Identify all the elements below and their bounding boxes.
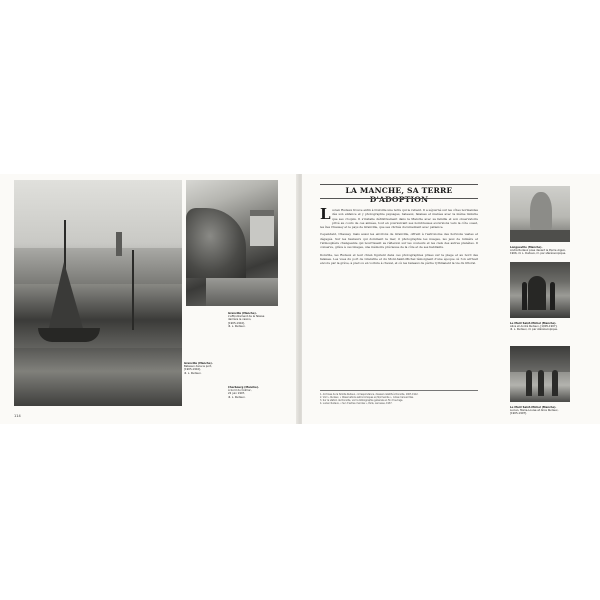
- person-figure: [538, 370, 544, 396]
- stone-arch: [528, 276, 546, 310]
- caption-line: Bateaux dans le port,: [184, 365, 212, 369]
- paragraph: Cependant, Chausey, mais aussi les environs de Granville, offrent à l'astronome des horizons vastes et dégagés. Sur les hauteurs qui dominent la mer, il photographie les nuages, les jeux de lumière et l'atmosphère changeante qui nourrissent sa réflexion sur les couleurs et les ciels des autres planètes. Il conserve, grâce à ces images, une mémoire précieuse de la côte et de ses habitants.: [320, 232, 478, 250]
- menhir-ground: [510, 230, 570, 242]
- person-figure: [552, 370, 558, 396]
- drop-cap: L: [320, 205, 331, 223]
- footnote: 3. Sur la station de Donville, voir la bibliographie générale en fin d'ouvrage.: [320, 399, 404, 403]
- cliff-road: [206, 278, 278, 306]
- mont-saint-michel-photo: [510, 262, 570, 318]
- right-page: [302, 174, 600, 424]
- harbor-town: [14, 248, 182, 284]
- cliff-house: [250, 210, 274, 246]
- footnote: 4. Lucien Rudaux, « Sur d'autres mondes », Paris, Larousse, 1937.: [320, 402, 393, 406]
- caption-title: Cherbourg (Manche).: [228, 386, 259, 389]
- cliff-rock: [186, 208, 246, 278]
- footnotes: [320, 390, 478, 406]
- caption-line: [1905-1910],: [184, 368, 201, 372]
- harbor-water: [14, 348, 182, 406]
- caption-line: André Rudaux pose devant le Pierre Aiguë,: [510, 249, 566, 253]
- body-text: [320, 205, 478, 269]
- caption-line: 22 juin 1907,: [228, 392, 246, 396]
- paragraph-text: ucien Rudaux trouve enfin à Donville une terre qui le retient. Il a séjourné sur les côtes normandes dès son enfance et y photographie paysages, bateaux, falaises et marées avec la même minutie que ses croquis. Il s'installe définitivement dans la Manche avec sa famille et son observatoire privé au cours de ces années, tout en poursuivant ses nombreuses excursions vers la côte ouest, les îles Chausey et le pays de Granville, que ses clichés documentent avec patience.: [320, 208, 478, 230]
- church-spire: [116, 232, 122, 256]
- boat-sail: [48, 262, 84, 332]
- caption-line: [1905-1910],: [228, 321, 245, 325]
- boat-mast: [132, 250, 134, 330]
- caption-cherbourg: [228, 386, 288, 399]
- menhir-photo: [510, 186, 570, 242]
- caption-line: ill. L. Rudaux.: [184, 371, 202, 375]
- caption-menhir: [510, 246, 572, 256]
- caption-line: Alice et André Rudaux, [1905-1907],: [510, 325, 558, 329]
- paragraph: Donville, les Rudaux et leur chien figurent dans ces photographies prises sur la plage et au bord des falaises. Les vues du port de Granville et du Mont-Saint-Michel témoignent d'une époque où l'on arrivait encore par la grève, à pied ou en voiture à cheval, et où les bateaux de pêche rythmaient la vie du littoral.: [320, 252, 478, 266]
- menhir-stone: [530, 192, 552, 234]
- caption-line: derrière le casino,: [228, 318, 252, 322]
- boat-hull: [38, 328, 100, 342]
- caption-title: Longueville (Manche).: [510, 246, 543, 249]
- caption-line: 1906, ill. L. Rudaux, ill. par stéréoscopique.: [510, 252, 567, 256]
- left-page: [0, 174, 298, 424]
- caption-line: ill. L. Rudaux.: [228, 395, 246, 399]
- caption-mont-saint-michel-1: [510, 322, 572, 332]
- paragraph: [320, 205, 478, 230]
- chapter-title: LA MANCHE, SA TERRE D'ADOPTION: [345, 186, 453, 204]
- caption-line: Lucien, Marie-Louise et Alice Rudaux,: [510, 409, 559, 413]
- harbor-photo: [14, 180, 182, 406]
- caption-line: À bord du Colmar,: [228, 389, 252, 393]
- caption-harbor: [184, 362, 214, 375]
- caption-title: Le Mont Saint-Michel (Manche).: [510, 406, 557, 409]
- caption-line: ill. L. Rudaux.: [228, 324, 246, 328]
- caption-title: Le Mont Saint-Michel (Manche).: [510, 322, 557, 325]
- footnote: 2. Voir L. Rudaux, « Observations astronomiques en Normandie », notes manuscrites.: [320, 395, 414, 399]
- page-number: 114: [14, 414, 21, 418]
- caption-line: L'effondrement de la falaise: [228, 315, 265, 319]
- cliff-photo: [186, 180, 278, 306]
- rampart-wall: [510, 346, 570, 372]
- title-rule-top: [320, 184, 478, 185]
- book-spread: [0, 174, 600, 424]
- person-figure: [522, 282, 527, 310]
- caption-title: Granville (Manche).: [184, 362, 213, 365]
- caption-line: [1905-1907].: [510, 412, 527, 416]
- caption-cliff: [228, 312, 288, 328]
- footnote: 1. Archives de la famille Rudaux, correspondance, dossiers relatifs à Donville, 1907-1912.: [320, 392, 419, 396]
- person-figure: [526, 370, 532, 396]
- caption-line: ill. L. Rudaux, ill. par stéréoscopique.: [510, 328, 558, 332]
- caption-title: Granville (Manche).: [228, 312, 257, 315]
- caption-mont-saint-michel-2: [510, 406, 572, 416]
- person-figure: [550, 282, 555, 310]
- title-rule-bottom: [320, 198, 478, 199]
- mont-saint-michel-street-photo: [510, 346, 570, 402]
